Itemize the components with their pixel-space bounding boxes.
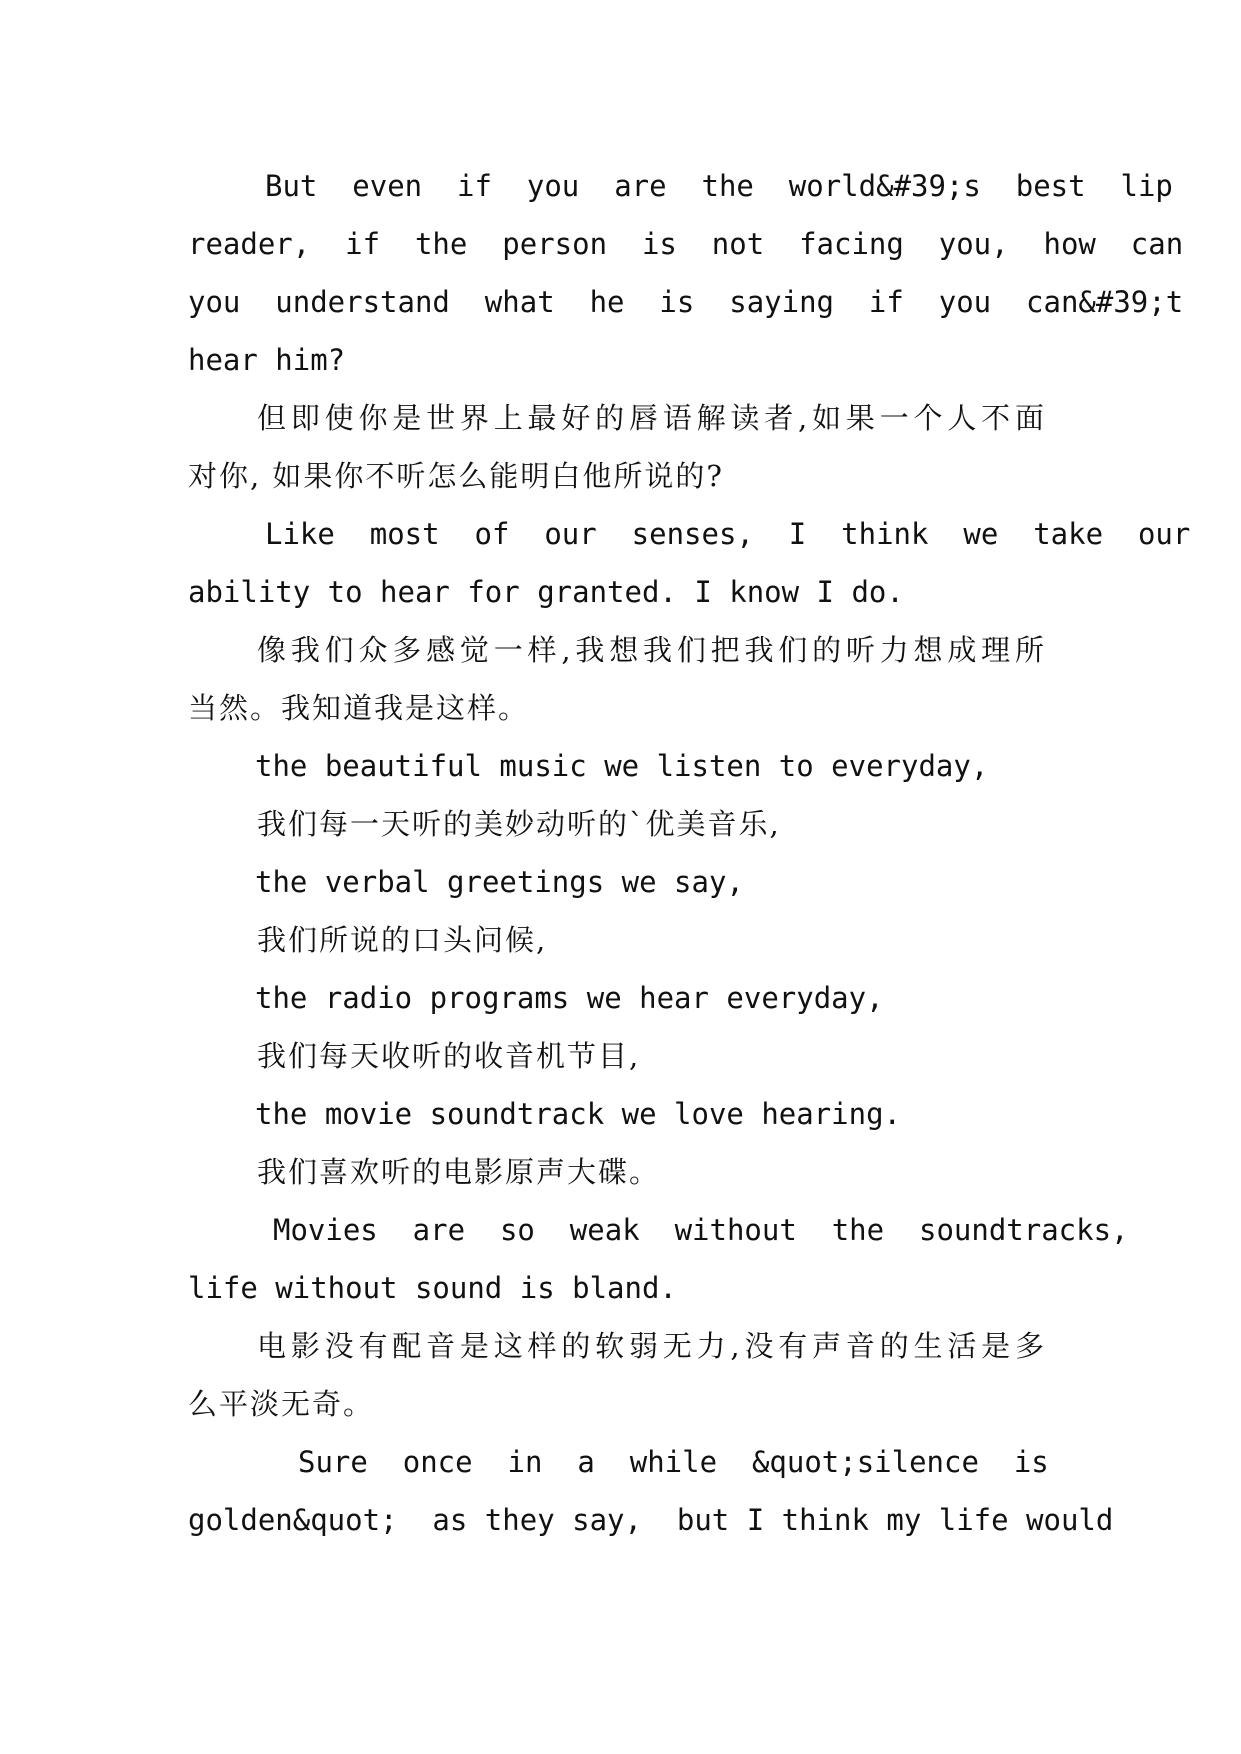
paragraph-line: 电影没有配音是这样的软弱无力,没有声音的生活是多 xyxy=(257,1329,1046,1363)
paragraph-line: 像我们众多感觉一样,我想我们把我们的听力想成理所 xyxy=(257,633,1046,667)
paragraph-line: the verbal greetings we say, xyxy=(255,865,744,899)
paragraph-line: 么平淡无奇。 xyxy=(188,1387,375,1421)
paragraph-line: life without sound is bland. xyxy=(188,1271,677,1305)
paragraph-line: Movies are so weak without the soundtracks, xyxy=(273,1213,1129,1247)
paragraph-line: 我们每天收听的收音机节目, xyxy=(257,1039,641,1073)
paragraph-line: 我们每一天听的美妙动听的`优美音乐, xyxy=(257,807,781,841)
paragraph-line: ability to hear for granted. I know I do. xyxy=(188,575,904,609)
paragraph-line: hear him? xyxy=(188,343,346,377)
paragraph-line: 我们喜欢听的电影原声大碟。 xyxy=(257,1155,661,1189)
paragraph-line: you understand what he is saying if you can&#39;t xyxy=(188,285,1184,319)
paragraph-line: 当然。我知道我是这样。 xyxy=(188,691,530,725)
paragraph-line: reader, if the person is not facing you, how can xyxy=(188,227,1184,261)
paragraph-line: But even if you are the world&#39;s best lip xyxy=(265,169,1173,203)
paragraph-line: 对你, 如果你不听怎么能明白他所说的? xyxy=(188,459,724,493)
paragraph-line: the beautiful music we listen to everyday, xyxy=(255,749,989,783)
paragraph-line: 但即使你是世界上最好的唇语解读者,如果一个人不面 xyxy=(257,401,1046,435)
paragraph-line: Like most of our senses, I think we take our xyxy=(265,517,1191,551)
paragraph-line: golden&quot; as they say, but I think my life would xyxy=(188,1503,1114,1537)
paragraph-line: the movie soundtrack we love hearing. xyxy=(255,1097,902,1131)
paragraph-line: the radio programs we hear everyday, xyxy=(255,981,884,1015)
paragraph-line: 我们所说的口头问候, xyxy=(257,923,548,957)
paragraph-line: Sure once in a while &quot;silence is xyxy=(298,1445,1049,1479)
